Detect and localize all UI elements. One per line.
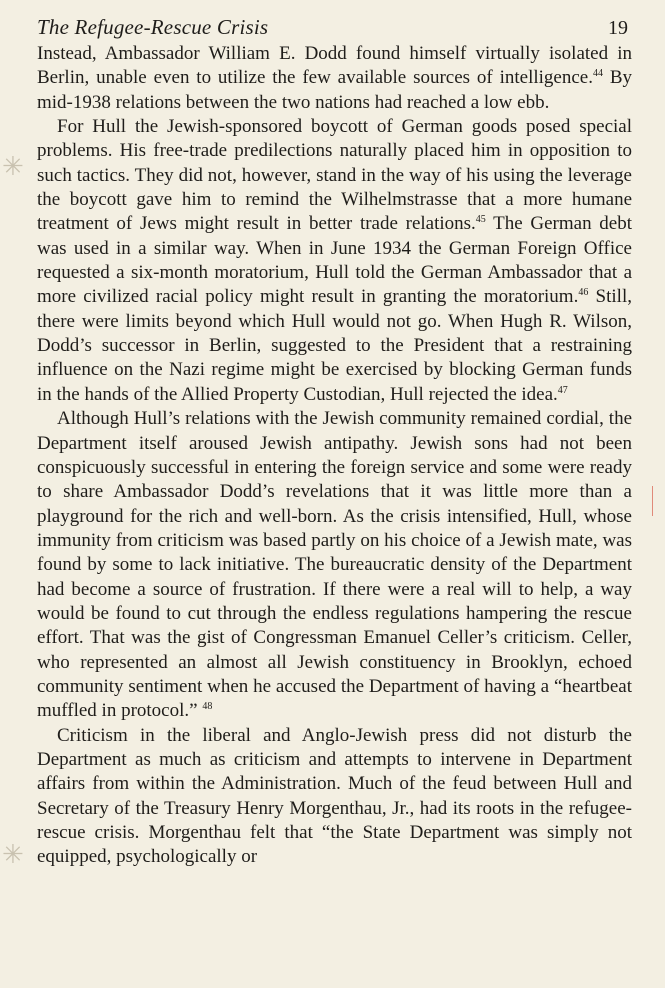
text-run: For Hull the Jewish-sponsored boycott of German goods posed special problems. His free-trade predilections naturally placed him in opposition to such tactics. They did not, however, stand in the way of his using the leverage the boycott gave him to remind the Wilhelmstrasse that a more humane treatment of Jews might result in better trade relations. <box>37 116 632 235</box>
margin-asterisk-icon: ✳ <box>2 840 24 870</box>
paragraph <box>37 115 632 407</box>
body-text <box>37 42 632 870</box>
edge-mark <box>652 486 653 516</box>
running-title: The Refugee-Rescue Crisis <box>37 15 269 39</box>
text-run: Instead, Ambassador William E. Dodd found himself virtually isolated in Berlin, unable even to utilize the few available sources of intelligence. <box>37 43 632 89</box>
footnote-ref: 46 <box>578 287 589 299</box>
paragraph <box>37 407 632 723</box>
footnote-ref: 45 <box>475 214 486 226</box>
paragraph <box>37 42 632 115</box>
footnote-ref: 44 <box>592 68 603 80</box>
margin-asterisk-icon: ✳ <box>2 152 24 182</box>
footnote-ref: 47 <box>557 384 568 396</box>
text-run: Although Hull’s relations with the Jewish community remained cordial, the Department itself aroused Jewish antipathy. Jewish sons had not been conspicuously successful in entering the foreign service and some were ready to share Ambassador Dodd’s revelations that it was little more than a playground for the rich and well-born. As the crisis intensified, Hull, whose immunity from criticism was based partly on his choice of a Jewish mate, was found by some to lack initiative. The bureaucratic density of the Department had become a source of frustration. If there were a real will to help, a way would be found to cut through the endless regulations hampering the rescue effort. That was the gist of Congressman Emanuel Celler’s criticism. Celler, who represented an almost all Jewish constituency in Brooklyn, echoed community sentiment when he accused the Department of having a “heartbeat muffled in protocol.” <box>37 408 632 722</box>
text-run: Criticism in the liberal and Anglo-Jewish press did not disturb the Department as much as criticism and attempts to intervene in Department affairs from within the Administration. Much of the feud between Hull and Secretary of the Treasury Henry Morgenthau, Jr., had its roots in the refugee-rescue crisis. Morgenthau felt that “the State Department was simply not equipped, psychologically or <box>37 724 632 868</box>
footnote-ref: 48 <box>202 701 213 713</box>
text-run: By mid-1938 relations between the two nations had reached a low ebb. <box>37 67 632 113</box>
text-run: Still, there were limits beyond which Hull would not go. When Hugh R. Wilson, Dodd’s successor in Berlin, suggested to the President that a restraining influence on the Nazi regime might be exercised by blocking German funds in the hands of the Allied Property Custodian, Hull rejected the idea. <box>37 286 632 405</box>
paragraph <box>37 724 632 870</box>
running-head <box>37 12 632 42</box>
text-run: The German debt was used in a similar way. When in June 1934 the German Foreign Office requested a six-month moratorium, Hull told the German Ambassador that a more civilized racial policy might result in granting the moratorium. <box>37 213 632 308</box>
page-number: 19 <box>608 17 628 39</box>
